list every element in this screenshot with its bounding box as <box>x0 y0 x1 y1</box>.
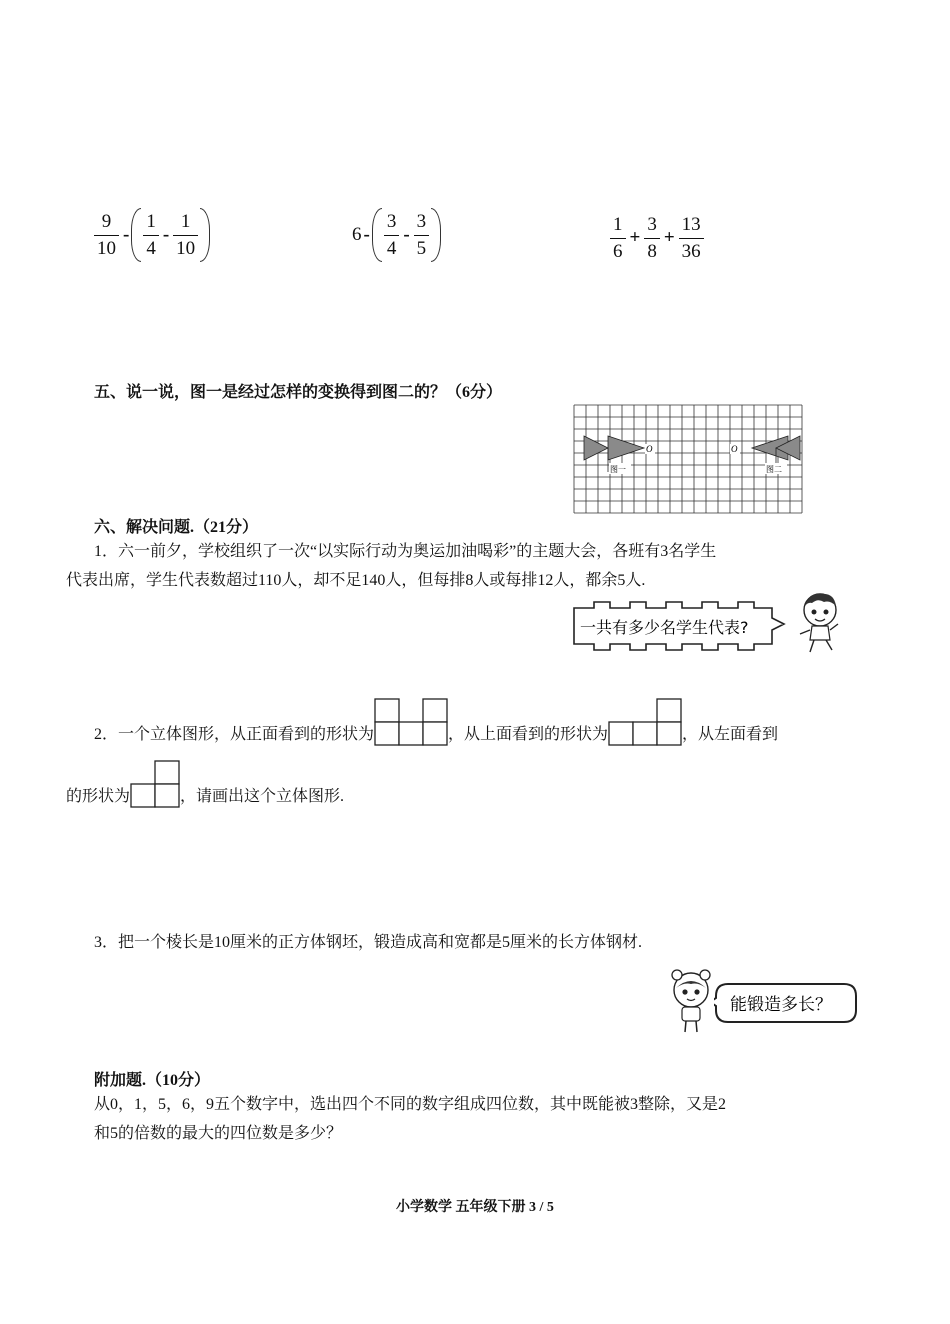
question-1-line-1: 1．六一前夕，学校组织了一次“以实际行动为奥运加油喝彩”的主题大会，各班有3名学生 <box>94 543 717 560</box>
girl-cartoon-icon <box>668 966 714 1034</box>
figure-1-large-triangle <box>608 436 644 460</box>
expression-2: 6 - $\frac{3}{4}$ - $\frac{3}{5}$ <box>352 205 441 265</box>
top-view-shape <box>608 698 682 746</box>
question-2-line-2: 的形状为 ，请画出这个立体图形. <box>66 762 344 812</box>
operator: - <box>162 224 170 245</box>
fraction: $\frac{3}{4}$ <box>384 211 400 260</box>
bonus-heading: 附加题.（10分） <box>94 1072 211 1089</box>
figure-1-label: 图一 <box>610 465 626 474</box>
fraction: $\frac{9}{10}$ <box>94 211 119 260</box>
question-3-bubble-text: 能锻造多长？ <box>730 995 832 1015</box>
question-3-speech-bubble <box>714 980 860 1026</box>
question-1-line-2: 代表出席，学生代表数超过110人，却不足140人，但每排8人或每排12人，都余5人. <box>66 572 646 589</box>
bonus-line-2: 和5的倍数的最大的四位数是多少？ <box>94 1125 343 1142</box>
question-1-speech-banner <box>572 600 794 652</box>
left-parenthesis <box>131 208 141 262</box>
operator: - <box>363 224 370 245</box>
origin-label-left: O <box>646 444 653 454</box>
fraction: $\frac{1}{10}$ <box>173 211 198 260</box>
operator: - <box>403 224 410 245</box>
bonus-line-1: 从0，1，5，6，9五个数字中，选出四个不同的数字组成四位数，其中既能被3整除，又是2 <box>94 1096 727 1113</box>
figure-2-label: 图二 <box>766 465 782 474</box>
left-view-shape <box>130 760 180 808</box>
fraction: $\frac{13}{36}$ <box>679 214 704 263</box>
operator: - <box>123 224 130 245</box>
front-view-shape <box>374 698 448 746</box>
section-6-heading: 六、解决问题.（21分） <box>94 519 259 536</box>
section-5-heading: 五、说一说，图一是经过怎样的变换得到图二的？（6分） <box>94 384 503 401</box>
question-3-line: 3．把一个棱长是10厘米的正方体钢坯，锻造成高和宽都是5厘米的长方体钢材. <box>94 934 643 951</box>
figure-1-small-triangle <box>584 436 608 460</box>
transformation-grid <box>572 402 804 516</box>
operator: + <box>663 227 675 248</box>
origin-label-right: O <box>731 444 738 454</box>
fraction: $\frac{1}{4}$ <box>143 211 159 260</box>
left-parenthesis <box>372 208 382 262</box>
question-2-line-1: 2．一个立体图形，从正面看到的形状为 ，从上面看到的形状为 ，从左面看到 <box>94 700 778 750</box>
fraction: $\frac{3}{8}$ <box>644 214 660 263</box>
operator: + <box>629 227 641 248</box>
right-parenthesis <box>431 208 441 262</box>
fraction: $\frac{1}{6}$ <box>610 214 626 263</box>
expression-3 <box>608 208 706 268</box>
right-parenthesis <box>200 208 210 262</box>
expression-1 <box>92 205 210 265</box>
boy-cartoon-icon <box>794 590 846 654</box>
page-footer: 小学数学 五年级下册 3 / 5 <box>396 1200 554 1215</box>
question-1-bubble-text: 一共有多少名学生代表? <box>580 618 749 637</box>
fraction: $\frac{3}{5}$ <box>414 211 430 260</box>
